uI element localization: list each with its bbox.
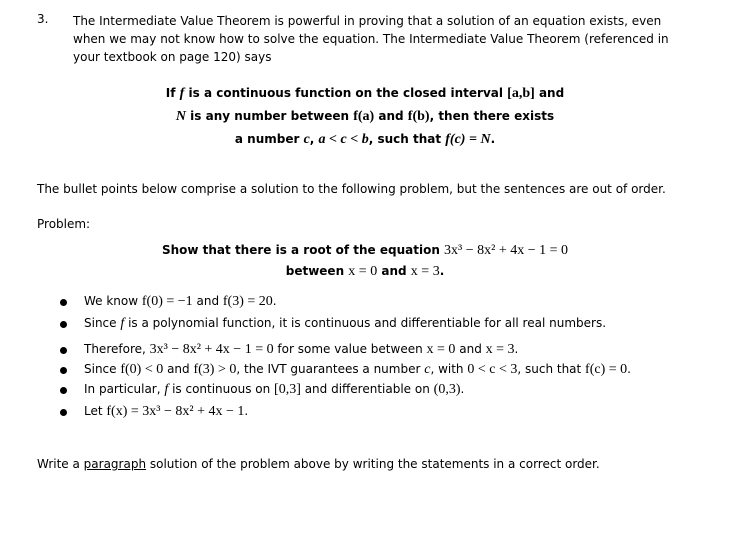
- math: f(a): [353, 109, 375, 124]
- text: In particular,: [84, 382, 165, 396]
- problem-line-2: [0, 261, 730, 282]
- math: 3x³ − 8x² + 4x − 1 = 0: [444, 243, 569, 258]
- math: f(0) < 0: [120, 362, 164, 377]
- math: x = 0: [348, 264, 378, 279]
- text: and: [192, 294, 223, 308]
- bullet-icon: [60, 387, 67, 394]
- text: Since: [84, 316, 121, 330]
- math: [0,3]: [274, 382, 301, 397]
- text: We know: [84, 294, 142, 308]
- text: .: [627, 362, 631, 376]
- list-item: [60, 362, 631, 378]
- text: a number: [234, 132, 304, 146]
- math: 0 < c < 3: [467, 362, 518, 377]
- text: .: [460, 382, 465, 396]
- list-item: [60, 342, 631, 358]
- text: solution of the problem above by writing the statements in a correct order.: [146, 457, 600, 471]
- text: Let: [84, 404, 107, 418]
- text: .: [272, 294, 277, 308]
- text: and: [377, 264, 411, 278]
- math: c: [303, 132, 310, 147]
- math: x = 0: [426, 342, 456, 357]
- text: and: [534, 86, 565, 100]
- text: ,: [309, 132, 319, 146]
- intro-line: The Intermediate Value Theorem is powerful in proving that a solution of an equation exists, even: [73, 14, 662, 28]
- theorem-line-3: [0, 128, 730, 151]
- text: for some value between: [273, 342, 427, 356]
- theorem-line-1: [0, 82, 730, 105]
- theorem-line-2: [0, 105, 730, 128]
- text: , such that: [368, 132, 446, 146]
- problem-statement: [0, 240, 730, 282]
- text: , with: [430, 362, 468, 376]
- math: f(b): [407, 109, 430, 124]
- math: c: [424, 362, 431, 377]
- list-item: [60, 404, 631, 420]
- math: f(0) = −1: [141, 294, 193, 309]
- math: f(x) = 3x³ − 8x² + 4x − 1: [106, 404, 245, 419]
- problem-label: Problem:: [37, 217, 91, 231]
- math: 3x³ − 8x² + 4x − 1 = 0: [149, 342, 274, 357]
- text: is any number between: [185, 109, 354, 123]
- theorem-statement: [0, 82, 730, 151]
- intro-line: your textbook on page 120) says: [73, 50, 272, 64]
- text: Write a: [37, 457, 84, 471]
- underlined-word: paragraph: [83, 457, 147, 471]
- math: f(3) = 20: [222, 294, 273, 309]
- math: x = 3: [485, 342, 515, 357]
- text: and: [374, 109, 408, 123]
- text: Therefore,: [84, 342, 150, 356]
- math: N: [175, 109, 186, 124]
- text: Since: [84, 362, 121, 376]
- text: .: [490, 132, 496, 146]
- text: .: [244, 404, 249, 418]
- text: and differentiable on: [300, 382, 434, 396]
- math: f(c) = 0: [585, 362, 628, 377]
- text: .: [514, 342, 519, 356]
- text: and: [455, 342, 486, 356]
- text: .: [439, 264, 445, 278]
- intro-line: when we may not know how to solve the equation. The Intermediate Value Theorem (referenced in: [73, 32, 669, 46]
- text: Show that there is a root of the equation: [161, 243, 445, 257]
- text: , then there exists: [429, 109, 555, 123]
- text: is a polynomial function, it is continuous and differentiable for all real numbers.: [124, 316, 607, 330]
- bullet-icon: [60, 409, 67, 416]
- bullet-icon: [60, 321, 67, 328]
- bullet-icon: [60, 347, 67, 354]
- math: f(c) = N: [445, 132, 491, 147]
- math: [a,b]: [507, 86, 535, 101]
- math: (0,3): [433, 382, 461, 397]
- bullet-icon: [60, 299, 67, 306]
- steps-list: [60, 294, 631, 420]
- text: is a continuous function on the closed interval: [184, 86, 508, 100]
- text: is continuous on: [168, 382, 275, 396]
- math: f(3) > 0: [193, 362, 237, 377]
- bullets-intro: The bullet points below comprise a solution to the following problem, but the sentences are out of order.: [37, 182, 666, 196]
- math: f: [164, 382, 169, 397]
- text: , such that: [517, 362, 586, 376]
- text: and: [163, 362, 194, 376]
- intro-paragraph: [73, 12, 713, 66]
- text: between: [285, 264, 349, 278]
- problem-line-1: [0, 240, 730, 261]
- text: If: [165, 86, 180, 100]
- list-item: [60, 294, 631, 310]
- list-item: [60, 316, 631, 332]
- text: , the IVT guarantees a number: [236, 362, 425, 376]
- problem-number: 3.: [37, 12, 49, 26]
- math: x = 3: [410, 264, 440, 279]
- task-instruction: [37, 457, 600, 471]
- list-item: [60, 382, 631, 398]
- bullet-icon: [60, 367, 67, 374]
- math: f: [179, 86, 185, 101]
- math: f: [120, 316, 125, 331]
- math: a < c < b: [318, 132, 369, 147]
